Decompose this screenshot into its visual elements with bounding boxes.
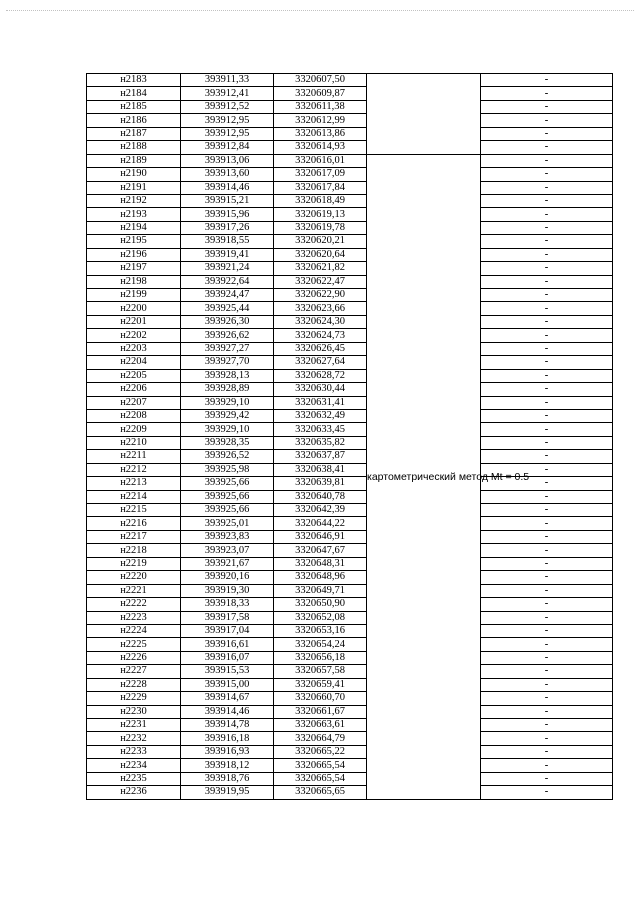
x-coordinate-cell: 393928,35 <box>181 436 274 449</box>
coordinates-table-body <box>87 74 613 800</box>
accuracy-cell: - <box>481 342 613 355</box>
x-coordinate-cell: 393922,64 <box>181 275 274 288</box>
x-coordinate-cell: 393920,16 <box>181 571 274 584</box>
accuracy-cell: - <box>481 289 613 302</box>
accuracy-cell: - <box>481 504 613 517</box>
point-id-cell: н2192 <box>87 194 181 207</box>
accuracy-cell: - <box>481 598 613 611</box>
table-row <box>87 141 613 154</box>
point-id-cell: н2217 <box>87 530 181 543</box>
y-coordinate-cell: 3320656,18 <box>274 651 367 664</box>
y-coordinate-cell: 3320649,71 <box>274 584 367 597</box>
y-coordinate-cell: 3320617,09 <box>274 168 367 181</box>
y-coordinate-cell: 3320648,96 <box>274 571 367 584</box>
point-id-cell: н2189 <box>87 154 181 167</box>
accuracy-cell: - <box>481 436 613 449</box>
x-coordinate-cell: 393915,00 <box>181 678 274 691</box>
point-id-cell: н2183 <box>87 74 181 87</box>
accuracy-cell: - <box>481 624 613 637</box>
y-coordinate-cell: 3320664,79 <box>274 732 367 745</box>
table-row <box>87 745 613 758</box>
table-row <box>87 436 613 449</box>
point-id-cell: н2193 <box>87 208 181 221</box>
point-id-cell: н2236 <box>87 786 181 799</box>
point-id-cell: н2201 <box>87 315 181 328</box>
accuracy-cell: - <box>481 383 613 396</box>
point-id-cell: н2209 <box>87 423 181 436</box>
y-coordinate-cell: 3320612,99 <box>274 114 367 127</box>
accuracy-cell: - <box>481 221 613 234</box>
accuracy-cell: - <box>481 638 613 651</box>
table-row <box>87 329 613 342</box>
point-id-cell: н2190 <box>87 168 181 181</box>
x-coordinate-cell: 393914,46 <box>181 181 274 194</box>
point-id-cell: н2231 <box>87 719 181 732</box>
point-id-cell: н2229 <box>87 692 181 705</box>
accuracy-cell: - <box>481 571 613 584</box>
table-row <box>87 194 613 207</box>
table-row <box>87 490 613 503</box>
x-coordinate-cell: 393911,33 <box>181 74 274 87</box>
point-id-cell: н2208 <box>87 409 181 422</box>
x-coordinate-cell: 393912,84 <box>181 141 274 154</box>
point-id-cell: н2200 <box>87 302 181 315</box>
table-row <box>87 181 613 194</box>
y-coordinate-cell: 3320638,41 <box>274 463 367 476</box>
x-coordinate-cell: 393923,83 <box>181 530 274 543</box>
accuracy-cell: - <box>481 262 613 275</box>
point-id-cell: н2199 <box>87 289 181 302</box>
point-id-cell: н2220 <box>87 571 181 584</box>
method-cell: картометрический метод Mt = 0.5 <box>367 154 481 799</box>
accuracy-cell: - <box>481 678 613 691</box>
table-row <box>87 557 613 570</box>
table-row <box>87 719 613 732</box>
accuracy-cell: - <box>481 450 613 463</box>
scan-noise-line <box>6 10 634 13</box>
x-coordinate-cell: 393925,66 <box>181 477 274 490</box>
point-id-cell: н2227 <box>87 665 181 678</box>
accuracy-cell: - <box>481 141 613 154</box>
accuracy-cell: - <box>481 356 613 369</box>
table-row <box>87 530 613 543</box>
accuracy-cell: - <box>481 181 613 194</box>
y-coordinate-cell: 3320633,45 <box>274 423 367 436</box>
point-id-cell: н2191 <box>87 181 181 194</box>
table-row <box>87 248 613 261</box>
x-coordinate-cell: 393917,04 <box>181 624 274 637</box>
x-coordinate-cell: 393917,26 <box>181 221 274 234</box>
x-coordinate-cell: 393912,95 <box>181 114 274 127</box>
y-coordinate-cell: 3320639,81 <box>274 477 367 490</box>
point-id-cell: н2228 <box>87 678 181 691</box>
table-row <box>87 544 613 557</box>
x-coordinate-cell: 393916,93 <box>181 745 274 758</box>
table-row <box>87 342 613 355</box>
accuracy-cell: - <box>481 463 613 476</box>
table-row <box>87 302 613 315</box>
table-row <box>87 450 613 463</box>
x-coordinate-cell: 393929,10 <box>181 423 274 436</box>
accuracy-cell: - <box>481 315 613 328</box>
y-coordinate-cell: 3320635,82 <box>274 436 367 449</box>
point-id-cell: н2235 <box>87 772 181 785</box>
y-coordinate-cell: 3320642,39 <box>274 504 367 517</box>
table-row <box>87 369 613 382</box>
point-id-cell: н2221 <box>87 584 181 597</box>
x-coordinate-cell: 393926,30 <box>181 315 274 328</box>
x-coordinate-cell: 393919,41 <box>181 248 274 261</box>
x-coordinate-cell: 393925,66 <box>181 504 274 517</box>
table-row <box>87 786 613 799</box>
y-coordinate-cell: 3320617,84 <box>274 181 367 194</box>
point-id-cell: н2188 <box>87 141 181 154</box>
accuracy-cell: - <box>481 544 613 557</box>
accuracy-cell: - <box>481 168 613 181</box>
point-id-cell: н2224 <box>87 624 181 637</box>
point-id-cell: н2194 <box>87 221 181 234</box>
accuracy-cell: - <box>481 194 613 207</box>
x-coordinate-cell: 393913,06 <box>181 154 274 167</box>
accuracy-cell: - <box>481 517 613 530</box>
x-coordinate-cell: 393929,10 <box>181 396 274 409</box>
accuracy-cell: - <box>481 208 613 221</box>
x-coordinate-cell: 393912,52 <box>181 100 274 113</box>
point-id-cell: н2216 <box>87 517 181 530</box>
accuracy-cell: - <box>481 423 613 436</box>
accuracy-cell: - <box>481 235 613 248</box>
y-coordinate-cell: 3320653,16 <box>274 624 367 637</box>
accuracy-cell: - <box>481 530 613 543</box>
point-id-cell: н2215 <box>87 504 181 517</box>
point-id-cell: н2198 <box>87 275 181 288</box>
y-coordinate-cell: 3320611,38 <box>274 100 367 113</box>
y-coordinate-cell: 3320630,44 <box>274 383 367 396</box>
accuracy-cell: - <box>481 74 613 87</box>
table-row <box>87 571 613 584</box>
x-coordinate-cell: 393916,61 <box>181 638 274 651</box>
point-id-cell: н2210 <box>87 436 181 449</box>
x-coordinate-cell: 393925,98 <box>181 463 274 476</box>
point-id-cell: н2218 <box>87 544 181 557</box>
accuracy-cell: - <box>481 772 613 785</box>
x-coordinate-cell: 393926,62 <box>181 329 274 342</box>
table-row <box>87 87 613 100</box>
y-coordinate-cell: 3320621,82 <box>274 262 367 275</box>
point-id-cell: н2222 <box>87 598 181 611</box>
x-coordinate-cell: 393918,55 <box>181 235 274 248</box>
table-row <box>87 517 613 530</box>
x-coordinate-cell: 393921,67 <box>181 557 274 570</box>
accuracy-cell: - <box>481 477 613 490</box>
table-row <box>87 275 613 288</box>
point-id-cell: н2205 <box>87 369 181 382</box>
table-row <box>87 409 613 422</box>
y-coordinate-cell: 3320646,91 <box>274 530 367 543</box>
table-row <box>87 100 613 113</box>
table-row <box>87 678 613 691</box>
y-coordinate-cell: 3320628,72 <box>274 369 367 382</box>
x-coordinate-cell: 393914,67 <box>181 692 274 705</box>
point-id-cell: н2197 <box>87 262 181 275</box>
point-id-cell: н2196 <box>87 248 181 261</box>
y-coordinate-cell: 3320620,21 <box>274 235 367 248</box>
accuracy-cell: - <box>481 396 613 409</box>
accuracy-cell: - <box>481 719 613 732</box>
y-coordinate-cell: 3320650,90 <box>274 598 367 611</box>
y-coordinate-cell: 3320665,65 <box>274 786 367 799</box>
accuracy-cell: - <box>481 100 613 113</box>
accuracy-cell: - <box>481 329 613 342</box>
y-coordinate-cell: 3320619,78 <box>274 221 367 234</box>
point-id-cell: н2206 <box>87 383 181 396</box>
x-coordinate-cell: 393918,76 <box>181 772 274 785</box>
y-coordinate-cell: 3320631,41 <box>274 396 367 409</box>
table-row <box>87 638 613 651</box>
table-row <box>87 665 613 678</box>
table-row <box>87 611 613 624</box>
table-row <box>87 732 613 745</box>
point-id-cell: н2204 <box>87 356 181 369</box>
y-coordinate-cell: 3320624,30 <box>274 315 367 328</box>
y-coordinate-cell: 3320654,24 <box>274 638 367 651</box>
table-row <box>87 208 613 221</box>
y-coordinate-cell: 3320665,54 <box>274 772 367 785</box>
table-row <box>87 584 613 597</box>
x-coordinate-cell: 393927,27 <box>181 342 274 355</box>
x-coordinate-cell: 393915,21 <box>181 194 274 207</box>
accuracy-cell: - <box>481 745 613 758</box>
point-id-cell: н2187 <box>87 127 181 140</box>
accuracy-cell: - <box>481 611 613 624</box>
point-id-cell: н2211 <box>87 450 181 463</box>
y-coordinate-cell: 3320665,54 <box>274 759 367 772</box>
accuracy-cell: - <box>481 490 613 503</box>
accuracy-cell: - <box>481 114 613 127</box>
x-coordinate-cell: 393919,95 <box>181 786 274 799</box>
y-coordinate-cell: 3320661,67 <box>274 705 367 718</box>
y-coordinate-cell: 3320647,67 <box>274 544 367 557</box>
point-id-cell: н2213 <box>87 477 181 490</box>
x-coordinate-cell: 393916,07 <box>181 651 274 664</box>
point-id-cell: н2186 <box>87 114 181 127</box>
accuracy-cell: - <box>481 557 613 570</box>
point-id-cell: н2212 <box>87 463 181 476</box>
y-coordinate-cell: 3320640,78 <box>274 490 367 503</box>
point-id-cell: н2232 <box>87 732 181 745</box>
x-coordinate-cell: 393925,66 <box>181 490 274 503</box>
accuracy-cell: - <box>481 584 613 597</box>
table-row <box>87 504 613 517</box>
x-coordinate-cell: 393919,30 <box>181 584 274 597</box>
x-coordinate-cell: 393926,52 <box>181 450 274 463</box>
x-coordinate-cell: 393913,60 <box>181 168 274 181</box>
y-coordinate-cell: 3320613,86 <box>274 127 367 140</box>
y-coordinate-cell: 3320622,90 <box>274 289 367 302</box>
x-coordinate-cell: 393916,18 <box>181 732 274 745</box>
y-coordinate-cell: 3320663,61 <box>274 719 367 732</box>
y-coordinate-cell: 3320657,58 <box>274 665 367 678</box>
x-coordinate-cell: 393925,44 <box>181 302 274 315</box>
y-coordinate-cell: 3320623,66 <box>274 302 367 315</box>
y-coordinate-cell: 3320652,08 <box>274 611 367 624</box>
coordinates-table <box>86 73 613 800</box>
accuracy-cell: - <box>481 369 613 382</box>
accuracy-cell: - <box>481 732 613 745</box>
table-row <box>87 289 613 302</box>
accuracy-cell: - <box>481 248 613 261</box>
x-coordinate-cell: 393928,89 <box>181 383 274 396</box>
method-cell-empty <box>367 74 481 155</box>
table-row <box>87 154 613 167</box>
accuracy-cell: - <box>481 786 613 799</box>
point-id-cell: н2207 <box>87 396 181 409</box>
accuracy-cell: - <box>481 127 613 140</box>
x-coordinate-cell: 393929,42 <box>181 409 274 422</box>
accuracy-cell: - <box>481 87 613 100</box>
x-coordinate-cell: 393912,95 <box>181 127 274 140</box>
accuracy-cell: - <box>481 651 613 664</box>
y-coordinate-cell: 3320622,47 <box>274 275 367 288</box>
y-coordinate-cell: 3320665,22 <box>274 745 367 758</box>
x-coordinate-cell: 393918,33 <box>181 598 274 611</box>
point-id-cell: н2234 <box>87 759 181 772</box>
point-id-cell: н2202 <box>87 329 181 342</box>
point-id-cell: н2195 <box>87 235 181 248</box>
table-row <box>87 383 613 396</box>
y-coordinate-cell: 3320659,41 <box>274 678 367 691</box>
x-coordinate-cell: 393914,78 <box>181 719 274 732</box>
table-row <box>87 759 613 772</box>
accuracy-cell: - <box>481 275 613 288</box>
table-row <box>87 127 613 140</box>
table-row <box>87 396 613 409</box>
y-coordinate-cell: 3320644,22 <box>274 517 367 530</box>
accuracy-cell: - <box>481 154 613 167</box>
table-row <box>87 168 613 181</box>
accuracy-cell: - <box>481 409 613 422</box>
x-coordinate-cell: 393912,41 <box>181 87 274 100</box>
y-coordinate-cell: 3320627,64 <box>274 356 367 369</box>
table-row <box>87 315 613 328</box>
y-coordinate-cell: 3320614,93 <box>274 141 367 154</box>
y-coordinate-cell: 3320637,87 <box>274 450 367 463</box>
accuracy-cell: - <box>481 705 613 718</box>
table-row <box>87 692 613 705</box>
table-row <box>87 356 613 369</box>
point-id-cell: н2219 <box>87 557 181 570</box>
table-row <box>87 477 613 490</box>
y-coordinate-cell: 3320620,64 <box>274 248 367 261</box>
point-id-cell: н2214 <box>87 490 181 503</box>
x-coordinate-cell: 393924,47 <box>181 289 274 302</box>
x-coordinate-cell: 393917,58 <box>181 611 274 624</box>
x-coordinate-cell: 393928,13 <box>181 369 274 382</box>
point-id-cell: н2185 <box>87 100 181 113</box>
accuracy-cell: - <box>481 692 613 705</box>
table-row <box>87 114 613 127</box>
point-id-cell: н2226 <box>87 651 181 664</box>
x-coordinate-cell: 393914,46 <box>181 705 274 718</box>
table-row <box>87 705 613 718</box>
x-coordinate-cell: 393923,07 <box>181 544 274 557</box>
table-row <box>87 262 613 275</box>
y-coordinate-cell: 3320660,70 <box>274 692 367 705</box>
y-coordinate-cell: 3320624,73 <box>274 329 367 342</box>
accuracy-cell: - <box>481 759 613 772</box>
table-row <box>87 235 613 248</box>
y-coordinate-cell: 3320619,13 <box>274 208 367 221</box>
table-row <box>87 624 613 637</box>
x-coordinate-cell: 393925,01 <box>181 517 274 530</box>
table-row <box>87 651 613 664</box>
y-coordinate-cell: 3320618,49 <box>274 194 367 207</box>
x-coordinate-cell: 393927,70 <box>181 356 274 369</box>
y-coordinate-cell: 3320632,49 <box>274 409 367 422</box>
y-coordinate-cell: 3320607,50 <box>274 74 367 87</box>
table-row <box>87 423 613 436</box>
table-row <box>87 221 613 234</box>
point-id-cell: н2223 <box>87 611 181 624</box>
accuracy-cell: - <box>481 302 613 315</box>
x-coordinate-cell: 393915,53 <box>181 665 274 678</box>
point-id-cell: н2225 <box>87 638 181 651</box>
y-coordinate-cell: 3320616,01 <box>274 154 367 167</box>
point-id-cell: н2184 <box>87 87 181 100</box>
accuracy-cell: - <box>481 665 613 678</box>
table-row <box>87 772 613 785</box>
table-row <box>87 598 613 611</box>
table-row <box>87 74 613 87</box>
y-coordinate-cell: 3320609,87 <box>274 87 367 100</box>
x-coordinate-cell: 393915,96 <box>181 208 274 221</box>
point-id-cell: н2203 <box>87 342 181 355</box>
point-id-cell: н2230 <box>87 705 181 718</box>
x-coordinate-cell: 393918,12 <box>181 759 274 772</box>
table-row <box>87 463 613 476</box>
point-id-cell: н2233 <box>87 745 181 758</box>
y-coordinate-cell: 3320648,31 <box>274 557 367 570</box>
y-coordinate-cell: 3320626,45 <box>274 342 367 355</box>
x-coordinate-cell: 393921,24 <box>181 262 274 275</box>
